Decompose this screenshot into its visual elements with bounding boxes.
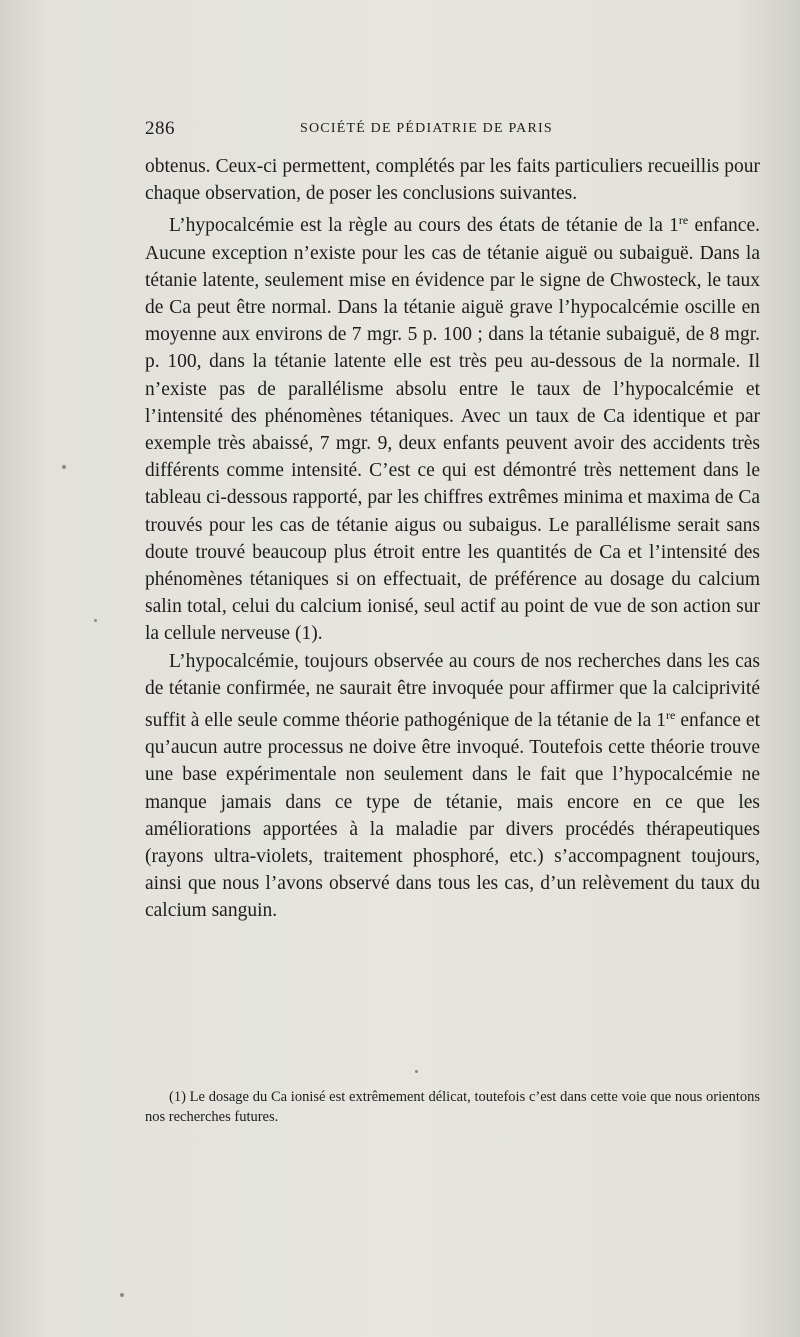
paragraph-3-part-1: L’hypocalcémie, toujours observée au cours de nos recherches dans les cas de tétanie confirmée, ne saurait être invoquée pour affirmer que la calciprivité suffit à elle seule comme théorie pathogénique de la tétanie de la 1 [145, 650, 760, 732]
ordinal-suffix: re [678, 213, 689, 228]
paragraph-2-part-2: enfance. Aucune exception n’existe pour les cas de tétanie aiguë ou subaiguë. Dans la tétanie latente, seulement mise en évidence par le signe de Chwosteck, le taux de Ca peut être normal. Dans la tétanie aiguë grave l’hypocalcémie oscille en moyenne aux environs de 7 mgr. 5 p. 100 ; dans la tétanie subaiguë, de 8 mgr. p. 100, dans la tétanie latente elle est très peu au-dessous de la normale. Il n’existe pas de parallélisme absolu entre le taux de l’hypocalcémie et l’intensité des phénomènes tétaniques. Avec un taux de Ca identique et par exemple très abaissé, 7 mgr. 9, deux enfants peuvent avoir des accidents très différents comme intensité. C’est ce qui est démontré très nettement dans le tableau ci-dessous rapporté, par les chiffres extrêmes minima et maxima de Ca trouvés pour les cas de tétanie aigus ou subaigus. Le parallélisme serait sans doute trouvé beaucoup plus étroit entre les quantités de Ca et l’intensité des phénomènes tétaniques si on effectuait, de préférence au dosage du calcium salin total, celui du calcium ionisé, seul actif au point de vue de son action sur la cellule nerveuse (1). [145, 215, 760, 645]
page-header [145, 118, 760, 142]
paragraph-1: obtenus. Ceux-ci permettent, complétés par les faits particuliers recueillis pour chaque observation, de poser les conclusions suivantes. [145, 156, 760, 205]
ordinal-suffix: re [665, 708, 676, 723]
paragraph-2 [145, 207, 760, 647]
paper-speck [415, 1070, 418, 1073]
paragraph-2-part-1: L’hypocalcémie est la règle au cours des états de tétanie de la 1 [169, 215, 679, 237]
paper-speck [94, 619, 97, 622]
running-title: SOCIÉTÉ DE PÉDIATRIE DE PARIS [300, 121, 553, 136]
paper-speck [120, 1293, 124, 1297]
page-number: 286 [145, 118, 175, 139]
paper-speck [62, 465, 66, 469]
paragraph-3 [145, 648, 760, 925]
paragraph-3-part-2: enfance et qu’aucun autre processus ne doive être invoqué. Toutefois cette théorie trouve une base expérimentale non seulement dans le fait que l’hypocalcémie ne manque jamais dans ce type de tétanie, mais encore en ce que les améliorations apportées à la maladie par divers procédés thérapeutiques (rayons ultra-violets, traitement phosphoré, etc.) s’accompagnent toujours, ainsi que nous l’avons observé dans tous les cas, d’un relèvement du taux du calcium sanguin. [145, 710, 761, 922]
footnote-text: (1) Le dosage du Ca ionisé est extrêmement délicat, toutefois c’est dans cette voie que nous orientons nos recherches futures. [145, 1089, 760, 1125]
footnote [145, 1087, 760, 1127]
main-text [145, 153, 760, 925]
